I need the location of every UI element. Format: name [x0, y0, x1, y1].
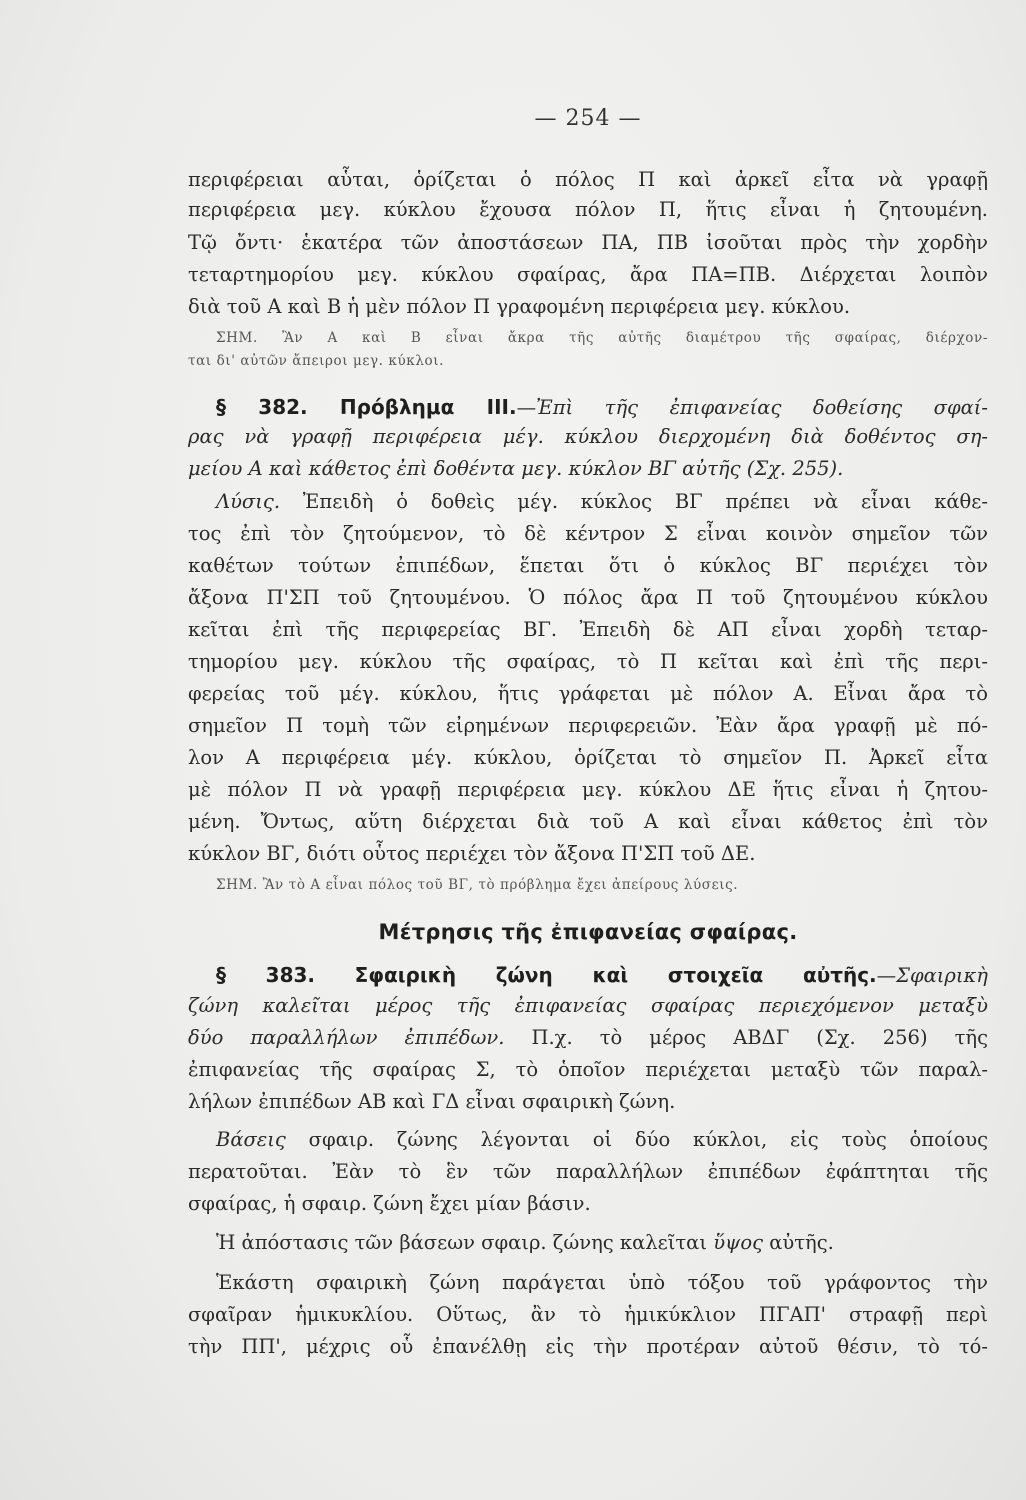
text-line: κεῖται ἐπὶ τῆς περιφερείας ΒΓ. Ἐπειδὴ δὲ ΑΠ εἶναι χορδὴ τεταρ- — [188, 618, 988, 641]
zone-label: § 383. Σφαιρικὴ ζώνη καὶ στοιχεῖα αὐτῆς. — [216, 963, 877, 987]
text-line: λήλων ἐπιπέδων ΑΒ καὶ ΓΔ εἶναι σφαιρικὴ ζώνη. — [188, 1090, 676, 1113]
height-line: Ἡ ἀπόστασις τῶν βάσεων σφαιρ. ζώνης καλεῖται ὕψος αὐτῆς. — [216, 1231, 834, 1254]
text-line: Τῷ ὄντι· ἑκατέρα τῶν ἀποστάσεων ΠΑ, ΠΒ ἰσοῦται πρὸς τὴν χορδὴν — [188, 231, 988, 254]
text-line: σφαίρας, ἡ σφαιρ. ζώνη ἔχει μίαν βάσιν. — [188, 1192, 591, 1215]
problem-statement: —Ἐπὶ τῆς ἐπιφανείας δοθείσης σφαί- — [516, 396, 988, 419]
bases-term: Βάσεις — [216, 1128, 286, 1151]
text-line: κύκλον ΒΓ, διότι οὗτος περιέχει τὸν ἄξονα Π'ΣΠ τοῦ ΔΕ. — [188, 842, 756, 865]
text-line: σημεῖον Π τομὴ τῶν εἰρημένων περιφερειῶν. Ἐὰν ἄρα γραφῇ μὲ πό- — [188, 714, 988, 737]
text-line: ἐπιφανείας τῆς σφαίρας Σ, τὸ ὁποῖον περιέχεται μεταξὺ τῶν παραλ- — [188, 1058, 988, 1081]
height-term: ὕψος — [713, 1231, 764, 1254]
text-line: τημορίου μεγ. κύκλου τῆς σφαίρας, τὸ Π κεῖται καὶ ἐπὶ τῆς περι- — [188, 650, 988, 673]
solution-first-line: Λύσις. Ἐπειδὴ ὁ δοθεὶς μέγ. κύκλος ΒΓ πρέπει νὰ εἶναι κάθε- — [216, 490, 988, 513]
problem-label: § 382. Πρόβλημα ΙΙΙ. — [216, 395, 517, 419]
text-line: καθέτων τούτων ἐπιπέδων, ἕπεται ὅτι ὁ κύκλος ΒΓ περιέχει τὸν — [188, 554, 988, 577]
text-line: τεταρτημορίου μεγ. κύκλου σφαίρας, ἄρα ΠΑ=ΠΒ. Διέρχεται λοιπὸν — [188, 263, 988, 286]
text-line: περιφέρειαι αὗται, ὁρίζεται ὁ πόλος Π καὶ ἀρκεῖ εἶτα νὰ γραφῇ — [188, 168, 988, 191]
text-line: μένη. Ὄντως, αὕτη διέρχεται διὰ τοῦ Α καὶ εἶναι κάθετος ἐπὶ τὸν — [188, 810, 988, 833]
problem-statement-line: μείου Α καὶ κάθετος ἐπὶ δοθέντα μεγ. κύκλον ΒΓ αὐτῆς (Σχ. 255). — [188, 457, 844, 480]
text-line: σφαῖραν ἡμικυκλίου. Οὕτως, ἂν τὸ ἡμικύκλιον ΠΓΑΠ' στραφῇ περὶ — [188, 1303, 988, 1326]
definition-line: ζώνη καλεῖται μέρος τῆς ἐπιφανείας σφαίρας περιεχόμενον μεταξὺ — [188, 994, 988, 1017]
text-line: τὴν ΠΠ', μέχρις οὗ ἐπανέλθῃ εἰς τὴν προτέραν αὐτοῦ θέσιν, τὸ τό- — [188, 1335, 988, 1358]
bases-first-line: Βάσεις σφαιρ. ζώνης λέγονται οἱ δύο κύκλοι, εἰς τοὺς ὁποίους — [216, 1128, 988, 1151]
note-line: ΣΗΜ. Ἂν τὸ Α εἶναι πόλος τοῦ ΒΓ, τὸ πρόβλημα ἔχει ἀπείρους λύσεις. — [216, 877, 739, 893]
text-line: τος ἐπὶ τὸν ζητούμενον, τὸ δὲ κέντρον Σ εἶναι κοινὸν σημεῖον τῶν — [188, 522, 988, 545]
problem-statement-line: ρας νὰ γραφῇ περιφέρεια μέγ. κύκλου διερχομένη διὰ δοθέντος ση- — [188, 425, 988, 448]
text-line: φερείας τοῦ μέγ. κύκλου, ἥτις γράφεται μὲ πόλον Α. Εἶναι ἄρα τὸ — [188, 682, 988, 705]
note-line: ται δι' αὐτῶν ἄπειροι μεγ. κύκλοι. — [188, 353, 444, 369]
text-line: Ἑκάστη σφαιρικὴ ζώνη παράγεται ὑπὸ τόξου τοῦ γράφοντος τὴν — [216, 1271, 988, 1294]
text-line: περατοῦται. Ἐὰν τὸ ἓν τῶν παραλλήλων ἐπιπέδων ἐφάπτηται τῆς — [188, 1160, 988, 1183]
problem-heading-line — [216, 394, 988, 421]
text-line: μὲ πόλον Π νὰ γραφῇ περιφέρεια μεγ. κύκλου ΔΕ ἥτις εἶναι ἡ ζητου- — [188, 778, 988, 801]
page-number: — 254 — — [534, 106, 642, 131]
text-line: διὰ τοῦ Α καὶ Β ἡ μὲν πόλον Π γραφομένη περιφέρεια μεγ. κύκλου. — [188, 295, 851, 318]
section-heading: Μέτρησις τῆς ἐπιφανείας σφαίρας. — [378, 920, 798, 944]
text-line: περιφέρεια μεγ. κύκλου ἔχουσα πόλον Π, ἥτις εἶναι ἡ ζητουμένη. — [188, 198, 988, 221]
zone-heading-line: § 383. Σφαιρικὴ ζώνη καὶ στοιχεῖα αὐτῆς.—Σφαιρικὴ — [216, 963, 988, 987]
text-line: λον Α περιφέρεια μέγ. κύκλου, ὁρίζεται τὸ σημεῖον Π. Ἀρκεῖ εἶτα — [188, 746, 988, 769]
text-line: ἄξονα Π'ΣΠ τοῦ ζητουμένου. Ὁ πόλος ἄρα Π τοῦ ζητουμένου κύκλου — [188, 586, 988, 609]
definition-line: δύο παραλλήλων ἐπιπέδων. Π.χ. τὸ μέρος ΑΒΔΓ (Σχ. 256) τῆς — [188, 1026, 988, 1049]
note-line: ΣΗΜ. Ἂν Α καὶ Β εἶναι ἄκρα τῆς αὐτῆς διαμέτρου τῆς σφαίρας, διέρχον- — [216, 330, 988, 346]
solution-label: Λύσις. — [216, 490, 281, 513]
